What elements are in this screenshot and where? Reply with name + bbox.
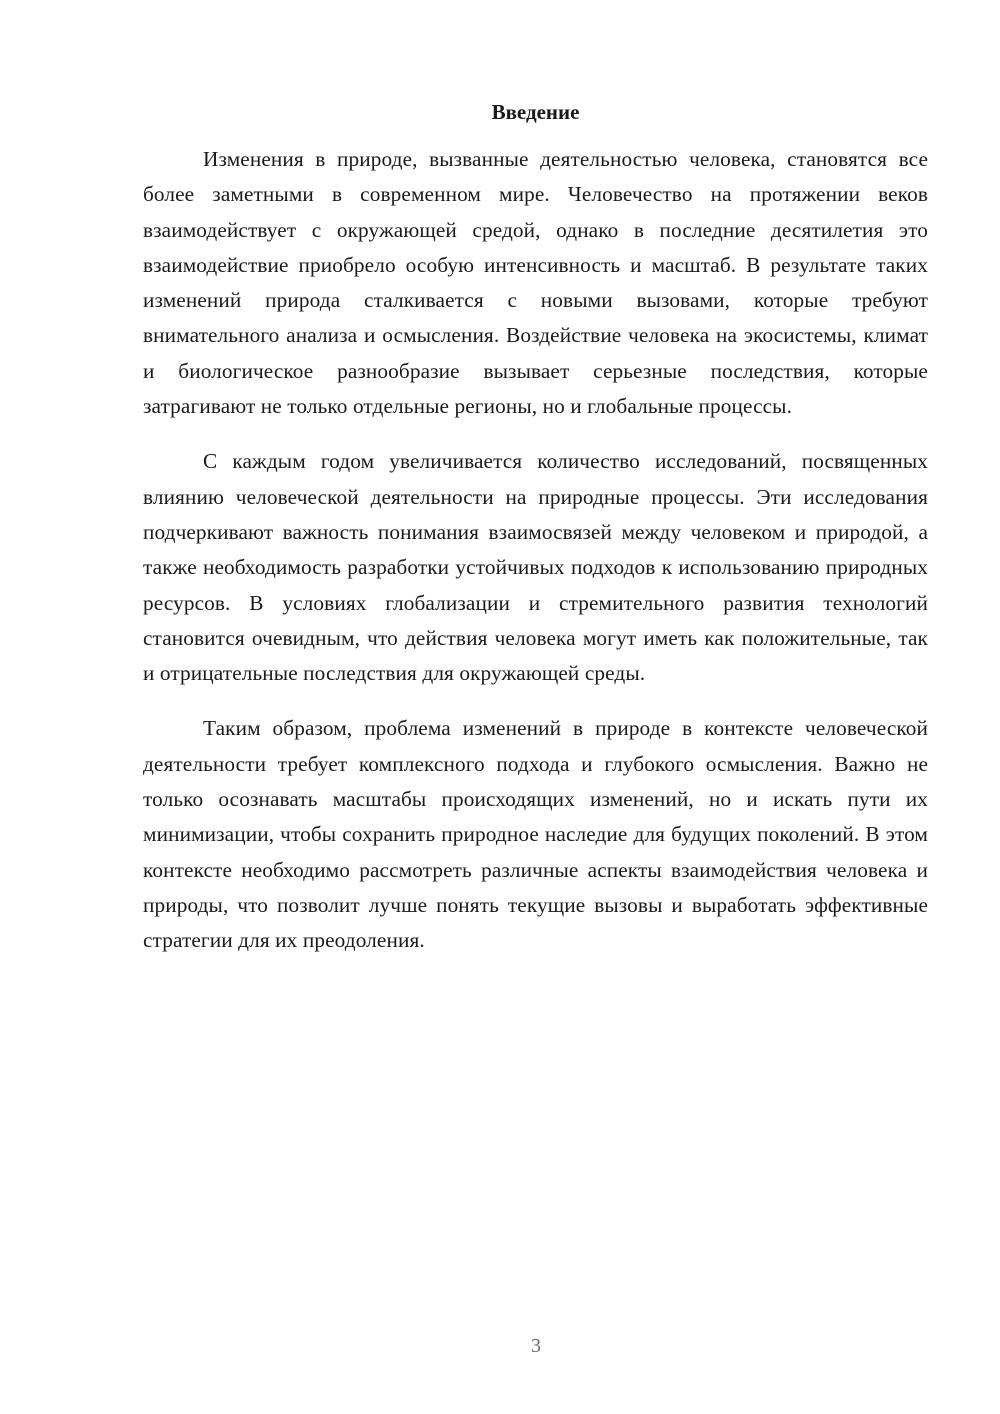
body-text xyxy=(143,142,928,979)
paragraph-1: Изменения в природе, вызванные деятельностью человека, становятся все более заметными в современном мире. Человечество на протяжении веков взаимодействует с окружающей средой, однако в последние десятилетия это взаимодействие приобрело особую интенсивность и масштаб. В результате таких изменений природа сталкивается с новыми вызовами, которые требуют внимательного анализа и осмысления. Воздействие человека на экосистемы, климат и биологическое разнообразие вызывает серьезные последствия, которые затрагивают не только отдельные регионы, но и глобальные процессы. xyxy=(143,147,928,419)
page-number: 3 xyxy=(531,1335,541,1357)
paragraph-3: Таким образом, проблема изменений в природе в контексте человеческой деятельности требует комплексного подхода и глубокого осмысления. Важно не только осознавать масштабы происходящих изменений, но и искать пути их минимизации, чтобы сохранить природное наследие для будущих поколений. В этом контексте необходимо рассмотреть различные аспекты взаимодействия человека и природы, что позволит лучше понять текущие вызовы и выработать эффективные стратегии для их преодоления. xyxy=(143,716,928,953)
paragraph-2: С каждым годом увеличивается количество исследований, посвященных влиянию человеческой деятельности на природные процессы. Эти исследования подчеркивают важность понимания взаимосвязей между человеком и природой, а также необходимость разработки устойчивых подходов к использованию природных ресурсов. В условиях глобализации и стремительного развития технологий становится очевидным, что действия человека могут иметь как положительные, так и отрицательные последствия для окружающей среды. xyxy=(143,449,928,686)
section-heading: Введение xyxy=(491,100,580,124)
